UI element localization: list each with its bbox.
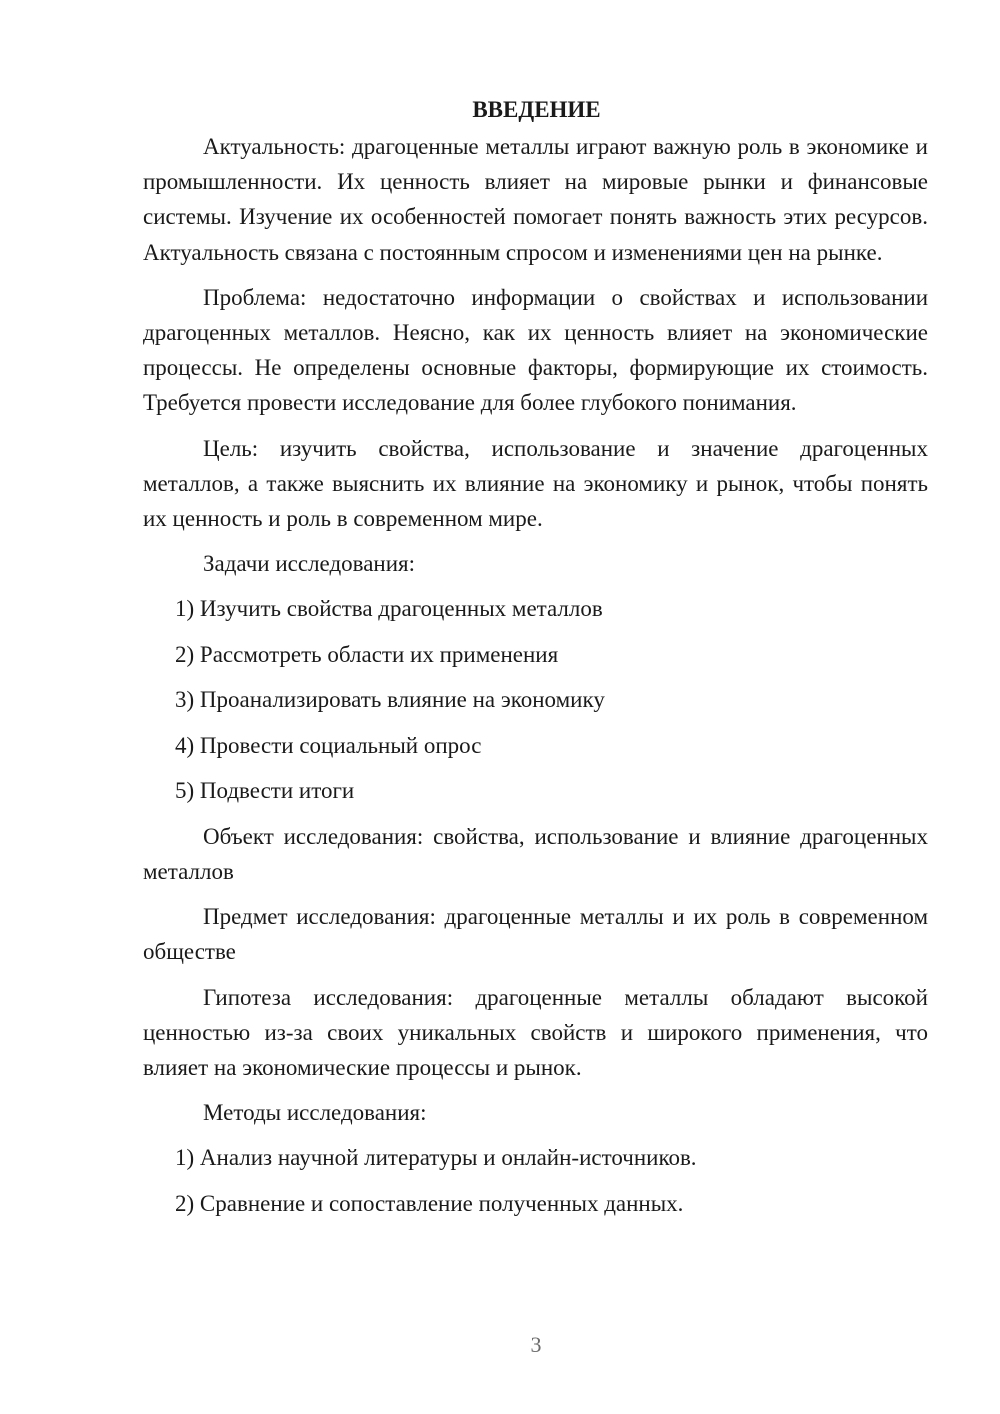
tasks-list xyxy=(143,591,928,808)
list-item: 2) Рассмотреть области их применения xyxy=(175,641,559,667)
list-item: 1) Изучить свойства драгоценных металлов xyxy=(175,596,603,622)
list-item: 3) Проанализировать влияние на экономику xyxy=(175,687,605,713)
section-title: ВВЕДЕНИЕ xyxy=(472,97,601,122)
methods-heading: Методы исследования: xyxy=(203,1100,427,1126)
document-page xyxy=(143,92,928,1231)
page-number: 3 xyxy=(530,1332,542,1357)
list-item: 1) Анализ научной литературы и онлайн-источников. xyxy=(175,1145,697,1171)
goal-paragraph: Цель: изучить свойства, использование и значение драгоценных металлов, а также выяснить их влияние на экономику и рынок, чтобы понять их ценность и роль в современном мире. xyxy=(143,435,928,532)
subject-paragraph: Предмет исследования: драгоценные металлы и их роль в современном обществе xyxy=(143,904,928,965)
tasks-heading: Задачи исследования: xyxy=(203,551,416,577)
list-item: 4) Провести социальный опрос xyxy=(175,732,482,758)
relevance-paragraph: Актуальность: драгоценные металлы играют важную роль в экономике и промышленности. Их ценность влияет на мировые рынки и финансовые системы. Изучение их особенностей помогает понять важность этих ресурсов. Актуальность связана с постоянным спросом и изменениями цен на рынке. xyxy=(143,134,928,265)
list-item: 5) Подвести итоги xyxy=(175,778,355,804)
hypothesis-paragraph: Гипотеза исследования: драгоценные металлы обладают высокой ценностью из-за своих уникальных свойств и широкого применения, что влияет на экономические процессы и рынок. xyxy=(143,984,928,1080)
problem-paragraph: Проблема: недостаточно информации о свойствах и использовании драгоценных металлов. Неясно, как их ценность влияет на экономические процессы. Не определены основные факторы, формирующие их стоимость. Требуется провести исследование для более глубокого понимания. xyxy=(143,284,928,416)
list-item: 2) Сравнение и сопоставление полученных данных. xyxy=(175,1190,684,1216)
object-paragraph: Объект исследования: свойства, использование и влияние драгоценных металлов xyxy=(143,823,928,884)
methods-list xyxy=(143,1140,928,1221)
